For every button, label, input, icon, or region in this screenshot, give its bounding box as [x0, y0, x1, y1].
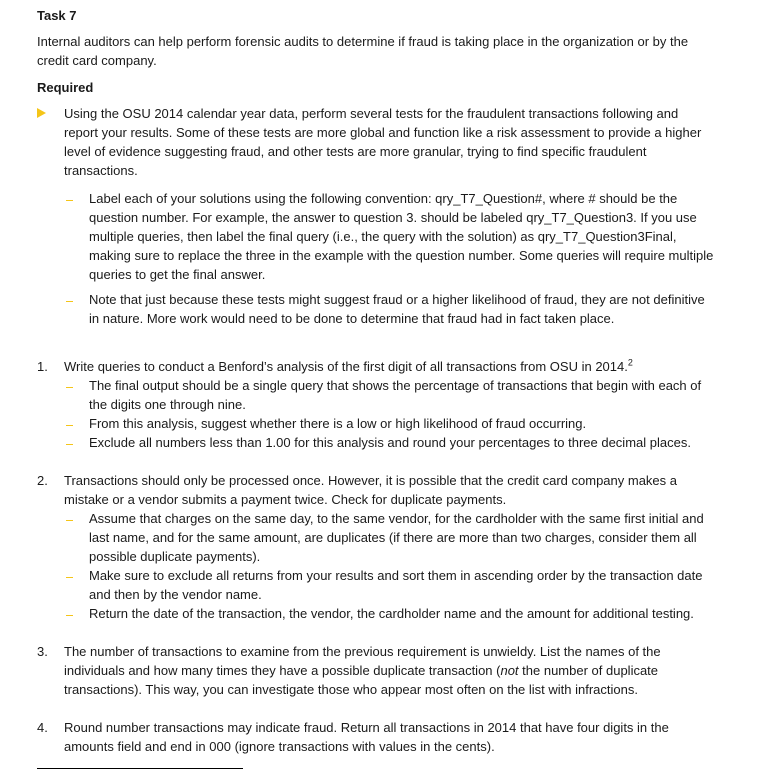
question-1-text: Write queries to conduct a Benford’s analysis of the first digit of all transactions from OSU in 2014.$^2$ [64, 357, 633, 374]
question-number: 4. [37, 720, 48, 735]
question-3-text: The number of transactions to examine from the previous requirement is unwieldy. List the names of the individuals and how many times they have a possible duplicate transaction (not the number of duplicate transactions). This way, you can investigate those who appear most often on the list with infractions. [64, 644, 661, 697]
footnote-divider [37, 768, 243, 769]
question-number: 3. [37, 644, 48, 659]
required-heading: Required [37, 80, 94, 95]
task-title: Task 7 [37, 8, 77, 23]
dash-bullet-icon [66, 577, 73, 578]
question-2-sub-item: Return the date of the transaction, the vendor, the cardholder name and the amount for additional testing. [89, 606, 694, 621]
question-number: 1. [37, 359, 48, 374]
dash-bullet-icon [66, 200, 73, 201]
dash-bullet-icon [66, 444, 73, 445]
question-2-text: Transactions should only be processed once. However, it is possible that the credit card company makes a mistake or a vendor submits a payment twice. Check for duplicate payments. [64, 473, 677, 507]
dash-bullet-icon [66, 425, 73, 426]
sub-bullet-fraud-note: Note that just because these tests might suggest fraud or a higher likelihood of fraud, they are not definitive in nature. More work would need to be done to determine that fraud had in fact taken place. [89, 292, 705, 326]
question-1-sub-item: From this analysis, suggest whether there is a low or high likelihood of fraud occurring. [89, 416, 587, 431]
dash-bullet-icon [66, 301, 73, 302]
question-4-text: Round number transactions may indicate fraud. Return all transactions in 2014 that have four digits in the amounts field and end in 000 (ignore transactions with values in the cents). [64, 720, 669, 754]
footnote-ref: 2 [627, 357, 633, 368]
question-2-sub-item: Make sure to exclude all returns from your results and sort them in ascending order by the transaction date and then by the vendor name. [89, 568, 703, 602]
question-1-sub-item: Exclude all numbers less than 1.00 for this analysis and round your percentages to three decimal places. [89, 435, 691, 450]
sub-bullet-naming-convention: Label each of your solutions using the following convention: qry_T7_Question#, where # should be the question number. For example, the answer to question 3. should be labeled qry_T7_Question3. If you use multiple queries, then label the final query (i.e., the query with the solution) as qry_T7_Question3Final, making sure to replace the three in the example with the question number. Some queries will require multiple queries to get the final answer. [89, 191, 714, 282]
main-bullet-text: Using the OSU 2014 calendar year data, perform several tests for the fraudulent transactions following and report your results. Some of these tests are more global and function like a risk assessment to provide a higher level of evidence suggesting fraud, and other tests are more granular, trying to find specific fraudulent transactions. [64, 106, 702, 178]
dash-bullet-icon [66, 387, 73, 388]
question-1-sub-item: The final output should be a single query that shows the percentage of transactions that begin with each of the digits one through nine. [89, 378, 702, 412]
triangle-bullet-icon [37, 108, 46, 118]
question-number: 2. [37, 473, 48, 488]
intro-paragraph: Internal auditors can help perform forensic audits to determine if fraud is taking place in the organization or by the credit card company. [37, 34, 689, 68]
dash-bullet-icon [66, 615, 73, 616]
dash-bullet-icon [66, 520, 73, 521]
question-2-sub-item: Assume that charges on the same day, to the same vendor, for the cardholder with the same first initial and last name, and for the same amount, are duplicates (if there are more than two charges, consider them all possible duplicate payments). [89, 511, 704, 564]
